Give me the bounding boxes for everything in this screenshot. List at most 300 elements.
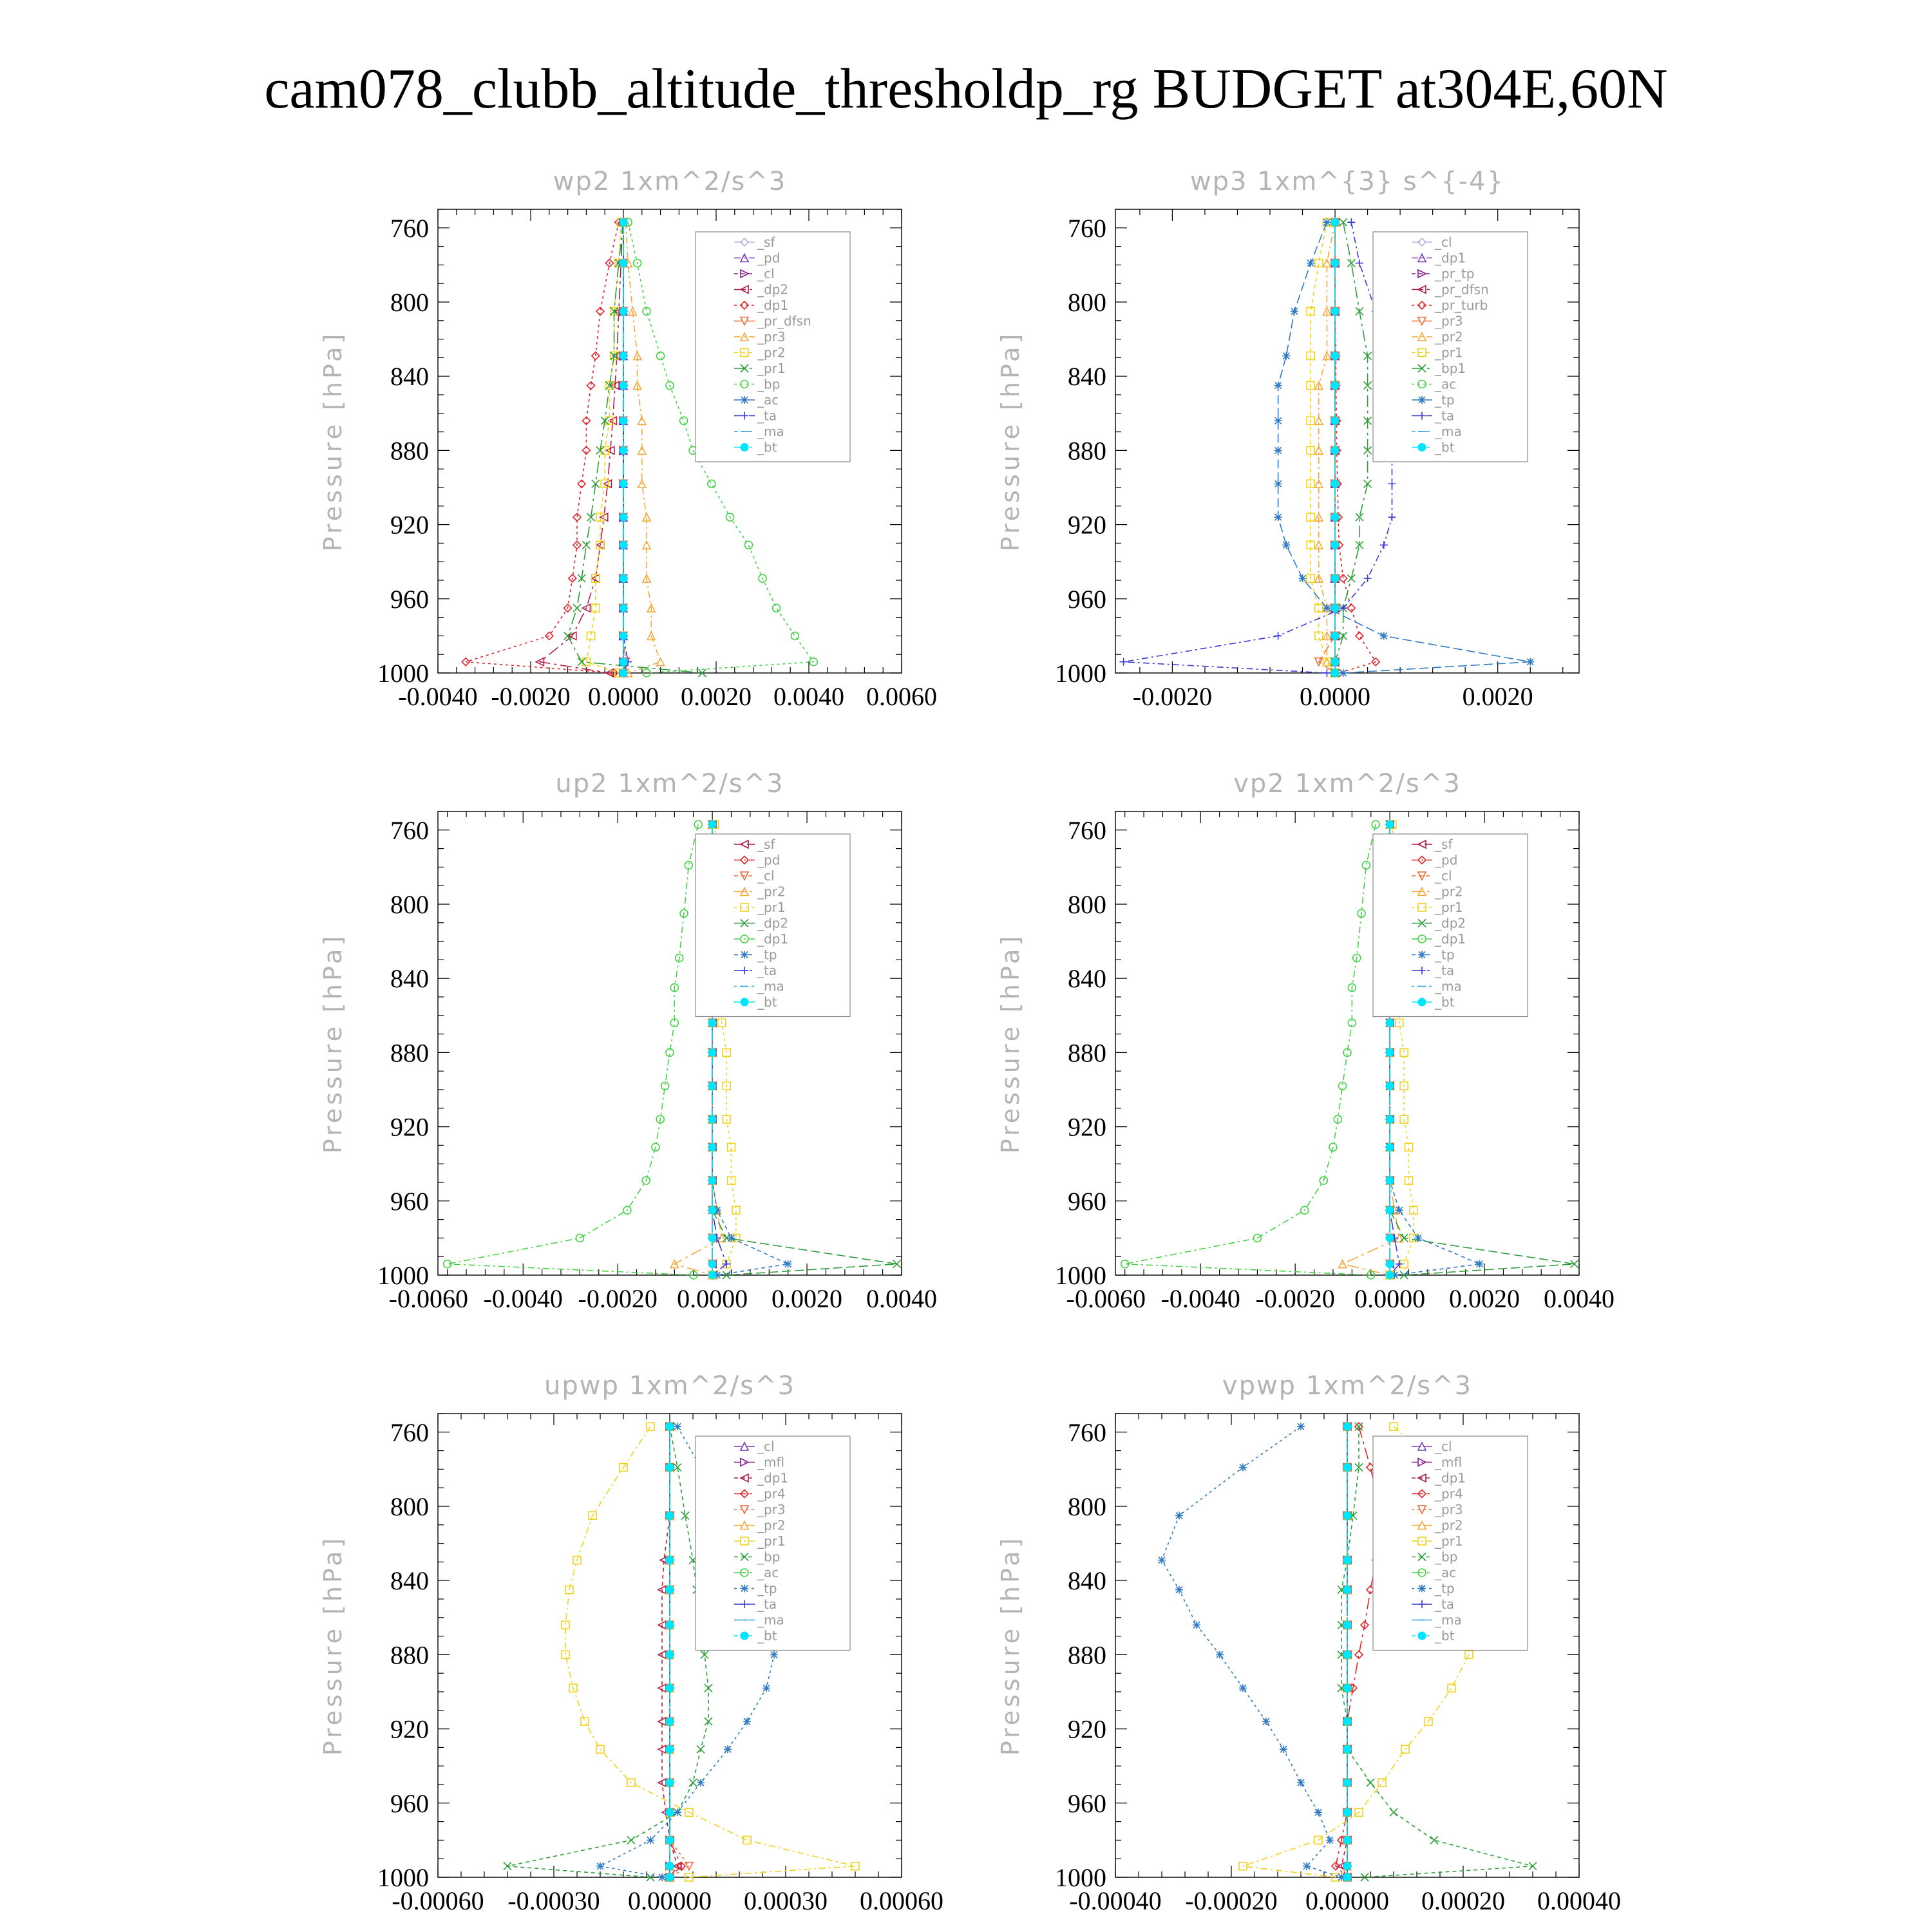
y-tick-label: 840: [390, 964, 429, 994]
x-tick-label: 0.00000: [628, 1886, 712, 1915]
data-point: [1314, 1808, 1322, 1816]
data-point: [657, 658, 665, 666]
data-point: [1331, 417, 1339, 424]
series-line: [448, 824, 698, 1275]
y-axis-label: Pressure [hPa]: [319, 933, 347, 1154]
data-point: [1193, 1621, 1200, 1629]
x-tick-label: 0.0020: [772, 1284, 843, 1313]
data-point: [627, 1836, 635, 1844]
x-tick-label: 0.0060: [866, 682, 937, 711]
legend-label: _ma: [1435, 978, 1462, 994]
legend-label: _pr1: [757, 361, 786, 376]
data-point: [1430, 1836, 1438, 1844]
legend-label: _ac: [757, 1565, 779, 1580]
series-dp1: [1121, 820, 1379, 1279]
data-point: [1274, 480, 1282, 488]
y-tick-label: 760: [1068, 213, 1106, 243]
data-point: [1297, 1779, 1305, 1786]
data-point: [596, 1862, 604, 1870]
data-point: [620, 632, 627, 639]
legend-label: _dp1: [1435, 931, 1466, 947]
legend-label: _pr2: [1435, 884, 1463, 900]
data-point: [708, 1048, 716, 1056]
legend-label: _ma: [757, 978, 784, 994]
y-tick-label: 920: [390, 1714, 429, 1744]
legend-label: _ta: [1435, 1596, 1455, 1612]
data-point: [620, 541, 627, 549]
legend-label: _pr2: [757, 345, 786, 361]
legend-label: _bt: [1435, 1628, 1455, 1643]
data-point: [581, 1718, 589, 1725]
panel-title: wp2 1xm^2/s^3: [553, 167, 787, 196]
data-point: [773, 604, 781, 612]
legend-marker: [741, 1632, 748, 1640]
data-point: [1388, 480, 1396, 488]
data-point: [762, 1684, 770, 1692]
data-point: [620, 307, 627, 315]
legend-label: _ac: [757, 392, 779, 408]
data-point: [1386, 1177, 1394, 1184]
data-point: [1347, 218, 1355, 226]
data-point: [1175, 1511, 1183, 1519]
legend-label: _pr1: [757, 1533, 786, 1549]
data-point: [784, 1260, 792, 1268]
legend-label: _ta: [757, 963, 777, 978]
x-tick-label: -0.00020: [1185, 1886, 1278, 1915]
y-tick-label: 920: [390, 510, 429, 540]
legend-label: _tp: [1435, 392, 1455, 408]
data-point: [620, 446, 627, 454]
y-tick-label: 880: [1068, 1640, 1106, 1670]
legend-label: _tp: [757, 1580, 777, 1596]
data-point: [708, 1234, 716, 1242]
y-axis-label: Pressure [hPa]: [996, 933, 1025, 1154]
series-line: [1125, 824, 1376, 1275]
data-point: [1274, 382, 1282, 390]
legend-label: _mfl: [1435, 1454, 1463, 1470]
y-tick-label: 800: [390, 288, 429, 317]
data-point: [1323, 604, 1331, 612]
data-point: [1274, 632, 1282, 639]
page-title: cam078_clubb_altitude_thresholdp_rg BUDGET at304E,60N: [264, 58, 1668, 120]
series-ta: [1120, 218, 1396, 677]
x-tick-label: 0.0020: [1462, 682, 1533, 711]
legend-label: _pr4: [757, 1486, 786, 1502]
y-axis-label: Pressure [hPa]: [319, 330, 347, 552]
y-tick-label: 960: [390, 1788, 429, 1818]
y-tick-label: 840: [390, 1566, 429, 1596]
y-tick-label: 760: [1068, 1417, 1106, 1447]
legend-label: _bt: [757, 994, 777, 1010]
legend-label: _pr2: [1435, 1517, 1463, 1533]
data-point: [1364, 480, 1372, 488]
data-point: [578, 658, 585, 666]
legend-label: _ma: [1435, 1612, 1462, 1628]
y-tick-label: 800: [390, 890, 429, 919]
data-point: [1331, 446, 1339, 454]
y-tick-label: 840: [390, 362, 429, 392]
x-tick-label: -0.0040: [398, 682, 478, 711]
data-point: [1340, 218, 1347, 226]
panel-4: [319, 1371, 943, 1915]
data-point: [620, 658, 627, 666]
y-tick-label: 920: [1068, 510, 1106, 540]
data-point: [620, 417, 627, 424]
data-point: [1239, 1464, 1247, 1472]
data-point: [658, 1873, 666, 1881]
data-point: [620, 669, 627, 677]
data-point: [1386, 1271, 1394, 1279]
legend-label: _ta: [1435, 408, 1455, 424]
legend-label: _bp: [1435, 1549, 1458, 1565]
data-point: [1331, 632, 1339, 639]
legend-label: _pr1: [1435, 900, 1463, 915]
data-point: [666, 1808, 674, 1816]
data-point: [620, 574, 627, 582]
legend-label: _sf: [757, 234, 775, 250]
legend-label: _bp: [757, 1549, 781, 1565]
data-point: [728, 1234, 735, 1242]
x-tick-label: -0.00060: [392, 1886, 484, 1915]
data-point: [674, 1808, 681, 1816]
legend-label: _ac: [1435, 376, 1457, 392]
legend-label: _ta: [757, 1596, 777, 1612]
panel-title: vpwp 1xm^2/s^3: [1222, 1371, 1473, 1401]
data-point: [1340, 669, 1347, 677]
y-tick-label: 1000: [1055, 1261, 1106, 1290]
legend-label: _dp1: [1435, 1470, 1466, 1486]
series-dp2: [536, 218, 626, 677]
data-point: [1390, 1808, 1397, 1816]
legend: [1373, 834, 1528, 1017]
data-point: [666, 1621, 674, 1629]
data-point: [1448, 1684, 1455, 1692]
y-tick-label: 960: [390, 1186, 429, 1216]
y-tick-label: 1000: [377, 1863, 429, 1892]
data-point: [1526, 658, 1534, 666]
data-point: [562, 1651, 569, 1658]
legend-label: _pr3: [1435, 313, 1463, 329]
x-tick-label: -0.00030: [507, 1886, 600, 1915]
data-point: [708, 480, 715, 488]
data-point: [1401, 1745, 1409, 1753]
data-point: [1120, 658, 1128, 666]
data-point: [1529, 1862, 1537, 1870]
data-point: [666, 1557, 674, 1564]
panel-1: [996, 167, 1579, 711]
legend-label: _ta: [757, 408, 777, 424]
legend-label: _ta: [1435, 963, 1455, 978]
data-point: [562, 1621, 569, 1629]
y-tick-label: 760: [390, 815, 429, 845]
legend: [1373, 1436, 1528, 1651]
data-point: [1343, 1745, 1351, 1753]
data-point: [1343, 1862, 1351, 1870]
data-point: [1331, 260, 1339, 267]
data-point: [708, 1177, 716, 1184]
panel-2: [319, 769, 937, 1313]
data-point: [1253, 1234, 1261, 1242]
y-tick-label: 920: [1068, 1714, 1106, 1744]
data-point: [1400, 1115, 1408, 1123]
data-point: [666, 1718, 674, 1725]
data-point: [1175, 1586, 1183, 1594]
legend-label: _pr3: [757, 1502, 786, 1517]
data-point: [666, 1836, 674, 1844]
y-axis-label: Pressure [hPa]: [996, 330, 1025, 552]
data-point: [1331, 574, 1339, 582]
data-point: [564, 632, 572, 639]
data-point: [708, 820, 716, 828]
data-point: [697, 1745, 705, 1753]
x-tick-label: 0.0000: [1354, 1284, 1426, 1313]
data-point: [1386, 1082, 1394, 1090]
legend-label: _dp2: [757, 281, 789, 298]
series-bt: [1343, 1423, 1351, 1881]
legend-label: _bt: [757, 1628, 777, 1643]
legend-marker: [1418, 1585, 1426, 1593]
data-point: [1396, 1206, 1403, 1214]
x-tick-label: -0.00040: [1069, 1886, 1162, 1915]
legend-marker: [741, 444, 748, 451]
legend-marker: [741, 396, 748, 404]
data-point: [666, 1779, 674, 1786]
data-point: [1378, 1779, 1386, 1786]
data-point: [1386, 1260, 1394, 1268]
data-point: [674, 1423, 681, 1430]
data-point: [620, 513, 627, 521]
data-point: [1307, 260, 1314, 267]
data-point: [708, 1019, 716, 1027]
legend-label: _pr_dfsn: [757, 313, 811, 329]
data-point: [1282, 541, 1290, 549]
series-line: [1124, 222, 1392, 673]
data-point: [1343, 1808, 1351, 1816]
data-point: [1282, 352, 1290, 360]
data-point: [1297, 1423, 1305, 1430]
x-tick-label: 0.00000: [1305, 1886, 1389, 1915]
data-point: [657, 352, 665, 360]
legend-label: _dp2: [1435, 915, 1466, 931]
data-point: [666, 1684, 674, 1692]
data-point: [647, 1836, 654, 1844]
data-point: [1356, 260, 1363, 267]
data-point: [680, 417, 688, 424]
x-tick-label: 0.00040: [1537, 1886, 1621, 1915]
legend-marker: [1418, 396, 1426, 404]
legend-label: _pr3: [757, 329, 786, 345]
data-point: [1331, 218, 1339, 226]
x-tick-label: -0.0040: [1160, 1284, 1240, 1313]
data-point: [666, 1651, 674, 1658]
y-axis-label: Pressure [hPa]: [319, 1535, 347, 1756]
legend-label: _bt: [1435, 994, 1455, 1010]
data-point: [1367, 1779, 1374, 1786]
x-tick-label: 0.0000: [588, 682, 659, 711]
y-tick-label: 880: [1068, 436, 1106, 466]
data-point: [705, 1718, 712, 1725]
y-tick-label: 880: [390, 436, 429, 466]
data-point: [708, 1082, 716, 1090]
data-point: [1303, 1862, 1311, 1870]
data-point: [666, 1511, 674, 1519]
data-point: [1331, 480, 1339, 488]
panel-3: [996, 769, 1615, 1313]
panel-title: vp2 1xm^2/s^3: [1233, 769, 1461, 799]
x-tick-label: 0.0040: [1544, 1284, 1615, 1313]
x-tick-label: -0.0060: [388, 1284, 468, 1313]
data-point: [1386, 1143, 1394, 1151]
series-bt: [666, 1423, 674, 1881]
y-tick-label: 960: [1068, 1186, 1106, 1216]
data-point: [1331, 352, 1339, 360]
legend-label: _cl: [757, 868, 775, 884]
data-point: [1380, 541, 1388, 549]
data-point: [1323, 218, 1331, 226]
data-point: [1343, 1779, 1351, 1786]
y-tick-label: 960: [1068, 584, 1106, 614]
y-tick-label: 960: [390, 584, 429, 614]
legend-label: _dp1: [757, 931, 789, 947]
data-point: [1343, 1586, 1351, 1594]
data-point: [1386, 1048, 1394, 1056]
legend: [696, 834, 850, 1017]
y-tick-label: 800: [390, 1492, 429, 1521]
legend-label: _pr3: [1435, 1502, 1463, 1517]
data-point: [1343, 1718, 1351, 1725]
data-point: [620, 382, 627, 390]
data-point: [1343, 1873, 1351, 1881]
x-tick-label: 0.0020: [1449, 1284, 1520, 1313]
data-point: [743, 1718, 751, 1725]
data-point: [1274, 513, 1282, 521]
legend-label: _pr1: [757, 900, 786, 915]
data-point: [666, 1464, 674, 1472]
legend-label: _dp1: [1435, 250, 1466, 266]
data-point: [1386, 1206, 1394, 1214]
data-point: [620, 480, 627, 488]
legend: [1373, 232, 1528, 462]
x-tick-label: 0.0000: [1300, 682, 1371, 711]
data-point: [1343, 1651, 1351, 1658]
data-point: [620, 352, 627, 360]
legend-label: _cl: [757, 1439, 775, 1454]
data-point: [1216, 1651, 1224, 1658]
legend-label: _pr1: [1435, 1533, 1463, 1549]
data-point: [1323, 260, 1331, 267]
y-tick-label: 960: [1068, 1788, 1106, 1818]
data-point: [1274, 417, 1282, 424]
legend-marker: [741, 998, 748, 1006]
data-point: [1386, 1019, 1394, 1027]
data-point: [791, 632, 799, 639]
data-point: [620, 604, 627, 612]
x-tick-label: -0.0020: [1132, 682, 1213, 711]
legend-label: _sf: [1435, 837, 1453, 852]
data-point: [1380, 632, 1388, 639]
data-point: [1386, 1115, 1394, 1123]
legend-label: _pd: [757, 852, 781, 868]
data-point: [1343, 1836, 1351, 1844]
data-point: [1331, 541, 1339, 549]
y-tick-label: 760: [390, 213, 429, 243]
legend-label: _ma: [757, 424, 784, 439]
legend-marker: [1418, 444, 1426, 451]
x-tick-label: -0.0060: [1066, 1284, 1146, 1313]
series-dp1: [462, 218, 623, 677]
data-point: [1347, 604, 1355, 612]
data-point: [697, 1779, 705, 1786]
y-tick-label: 760: [1068, 815, 1106, 845]
data-point: [1388, 513, 1396, 521]
data-point: [1386, 820, 1394, 828]
y-tick-label: 800: [1068, 890, 1106, 919]
x-tick-label: 0.0000: [677, 1284, 748, 1313]
data-point: [620, 218, 627, 226]
legend-label: _ma: [1435, 424, 1462, 439]
x-tick-label: 0.00020: [1421, 1886, 1505, 1915]
data-point: [1315, 480, 1323, 488]
y-tick-label: 800: [1068, 288, 1106, 317]
series-dp1: [444, 820, 702, 1279]
data-point: [1331, 658, 1339, 666]
x-tick-label: -0.0040: [483, 1284, 563, 1313]
legend-label: _bt: [1435, 439, 1455, 455]
legend-marker: [1418, 1632, 1426, 1640]
data-point: [666, 1862, 674, 1870]
legend: [696, 232, 850, 462]
panel-0: [319, 167, 937, 711]
data-point: [685, 1862, 693, 1870]
legend-label: _tp: [1435, 1580, 1455, 1596]
legend-label: _mfl: [757, 1454, 785, 1470]
legend-label: _ma: [757, 1612, 784, 1628]
data-point: [1343, 1621, 1351, 1629]
series-tp: [1158, 1423, 1345, 1881]
data-point: [1323, 669, 1331, 677]
series-line: [507, 1426, 708, 1877]
legend-label: _pd: [757, 250, 781, 266]
y-tick-label: 800: [1068, 1492, 1106, 1521]
legend-label: _ac: [1435, 1565, 1457, 1580]
x-tick-label: -0.0020: [578, 1284, 658, 1313]
data-point: [708, 1143, 716, 1151]
data-point: [1291, 307, 1298, 315]
data-point: [666, 1873, 674, 1881]
legend-marker: [1418, 998, 1426, 1006]
data-point: [1343, 1464, 1351, 1472]
x-tick-label: -0.0020: [1255, 1284, 1335, 1313]
x-tick-label: 0.00030: [744, 1886, 828, 1915]
data-point: [708, 1115, 716, 1123]
legend-label: _cl: [757, 266, 775, 281]
series-line: [626, 222, 661, 673]
data-point: [1239, 1684, 1247, 1692]
legend-label: _bp1: [1435, 361, 1466, 376]
data-point: [666, 1586, 674, 1594]
legend-label: _cl: [1435, 234, 1452, 250]
panel-title: upwp 1xm^2/s^3: [544, 1371, 795, 1401]
series-line: [540, 222, 622, 673]
data-point: [1386, 1234, 1394, 1242]
panel-title: up2 1xm^2/s^3: [555, 769, 784, 799]
data-point: [1347, 574, 1355, 582]
data-point: [576, 1234, 583, 1242]
panel-5: [996, 1371, 1621, 1915]
data-point: [1356, 632, 1363, 639]
y-tick-label: 840: [1068, 964, 1106, 994]
y-tick-label: 1000: [1055, 659, 1106, 688]
